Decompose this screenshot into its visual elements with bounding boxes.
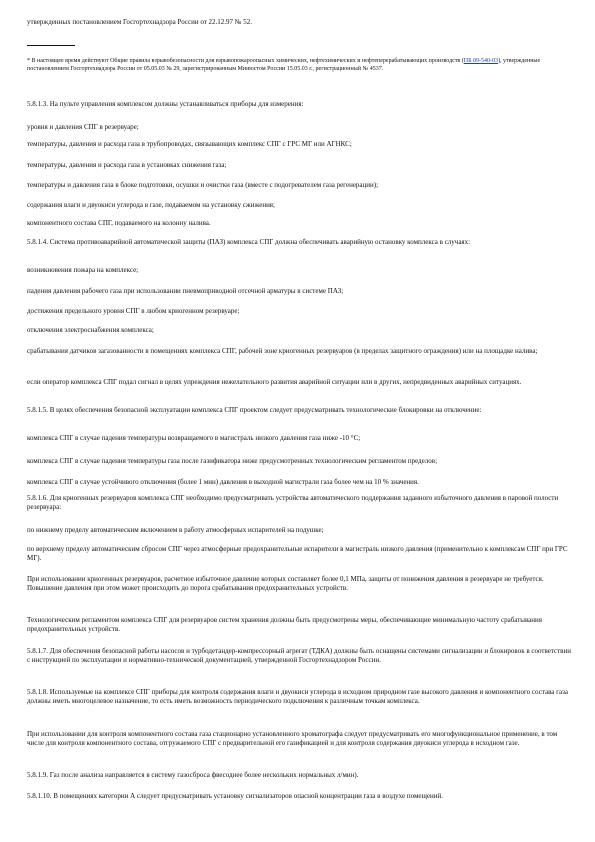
list-item: комплекса СПГ в случае падения температуры газа после газификатора ниже предусмотренных технологическим регламентом пределов; (27, 457, 438, 465)
footnote (27, 57, 572, 73)
list-item: по нижнему пределу автоматическим включением в работу атмосферных испарителей на подушке; (27, 526, 324, 534)
paragraph-5-8-1-7: 5.8.1.7. Для обеспечения безопасной работы насосов и турбодетандер-компрессорный агрегат (ТДКА) должны быть оснащены системами сигнализации и блокировок в соответствии с инструкцией по эксплуатации и нормативно-технической документацией, утвержденной Госгортехнадзором России. (27, 647, 571, 664)
footnote-text-end: ), утвержденные постановлением Госгортехнадзора России от 05.05.03 № 29, зарегистрированным Минюстом России 15.05.03 г., регистрационный № 4537. (27, 58, 541, 72)
paragraph-text: Технологическим регламентом комплекса СПГ для резервуаров систем хранения должны быть предусмотрены меры, обеспечивающие минимальную частоту срабатывания предохранительных устройств. (27, 616, 542, 633)
list-item: компонентного состава СПГ, подаваемого на колонну налива. (27, 219, 211, 227)
continuation-line: утвержденных постановлением Госгортехнадзора России от 22.12.97 № 52. (27, 18, 252, 26)
footnote-text-start: * В настоящее время действуют Общие правила взрывобезопасности для взрывопожароопасных химических, нефтехимических и нефтеперерабатывающих производств ( (27, 58, 464, 64)
footnote-divider (27, 45, 75, 46)
paragraph-5-8-1-3: 5.8.1.3. На пульте управления комплексом должны устанавливаться приборы для измерения: (27, 100, 304, 108)
paragraph-5-8-1-10: 5.8.1.10. В помещениях категории А следует предусматривать установку сигнализаторов опасной концентрации газа в воздухе помещений. (27, 792, 443, 800)
footnote-link-pb-09-540-03[interactable]: ПБ 09-540-03 (463, 58, 499, 64)
list-item: если оператор комплекса СПГ подал сигнал в целях упреждения нежелательного развития аварийной ситуации или в других, непредвиденных аварийных ситуациях. (27, 378, 522, 386)
paragraph-5-8-1-9: 5.8.1.9. Газ после анализа направляется в систему газосброса фвесоднее более нескольких нормальных л/мин). (27, 771, 359, 779)
paragraph-5-8-1-8: 5.8.1.8. Используемые на комплексе СПГ приборы для контроля содержания влаги и двуокиси углерода в исходном природном газе высокого давления и компонентного состава газа должны иметь многоцелевое назначение, то есть иметь возможность периодического подключения к различным точкам комплекса. (27, 688, 568, 705)
list-item: комплекса СПГ в случае устойчивого отключения (более 1 мин) давления в выходной магистрали газа более чем на 10 % значения. (27, 478, 419, 486)
list-item: содержания влаги и двуокиси углерода в газе, подаваемом на установку сжижения; (27, 201, 275, 209)
list-item: температуры и давления газа в блоке подготовки, осушки и очистки газа (вместе с подогревателем газа регенерации); (27, 181, 379, 189)
paragraph-text: При использовании для контроля компонентного состава газа стационарно установленного хроматографа следует предусматривать его многофункциональное применение, в том числе для контроля компонентного состава, отгружаемого СПГ с предварительной его газификацией и для контроля содержания двуокиси углерода в исходном газе. (27, 730, 558, 747)
list-item: уровня и давления СПГ в резервуаре; (27, 123, 139, 131)
paragraph-5-8-1-4: 5.8.1.4. Система противоаварийной автоматической защиты (ПАЗ) комплекса СПГ должна обеспечивать аварийную остановку комплекса в случаях: (27, 238, 471, 246)
list-item: падения давления рабочего газа при использовании пневмоприводной отсечной арматуры в системе ПАЗ; (27, 287, 344, 295)
paragraph-5-8-1-6: 5.8.1.6. Для криогенных резервуаров комплекса СПГ необходимо предусматривать устройства автоматического поддержания заданного избыточного давления в паровой полости резервуара: (27, 494, 559, 511)
list-item: температуры, давления и расхода газа в установках снижения газа; (27, 161, 227, 169)
paragraph-text: При использовании криогенных резервуаров, расчетное избыточное давление которых составляет более 0,1 МПа, защиты от понижения давления в резервуаре не требуется. Повышение давления при этом может происходить до порога срабатывания предохранительных устройств. (27, 575, 544, 592)
paragraph-5-8-1-5: 5.8.1.5. В целях обеспечения безопасной эксплуатации комплекса СПГ проектом следует предусматривать технологические блокировки на отключение: (27, 406, 482, 414)
list-item: температуры, давления и расхода газа в трубопроводах, связывающих комплекс СПГ с ГРС МГ или АГНКС; (27, 140, 352, 148)
list-item: по верхнему пределу автоматическим сбросом СПГ через атмосферные предохранительные испарители в магистраль низкого давления (применительно к комплексам СПГ при ГРС МГ). (27, 545, 568, 562)
list-item: комплекса СПГ в случае падения температуры возвращаемого в магистраль низкого давления газа ниже -10 °C; (27, 434, 361, 442)
list-item: возникновения пожара на комплексе; (27, 266, 139, 274)
list-item: срабатывания датчиков загазованности в помещениях комплекса СПГ, рабочей зоне криогенных резервуаров (в пределах защитного ограждения) или на площадке налива; (27, 347, 538, 355)
list-item: достижения предельного уровня СПГ в любом криогенном резервуаре; (27, 307, 240, 315)
list-item: отключения электроснабжения комплекса; (27, 326, 154, 334)
